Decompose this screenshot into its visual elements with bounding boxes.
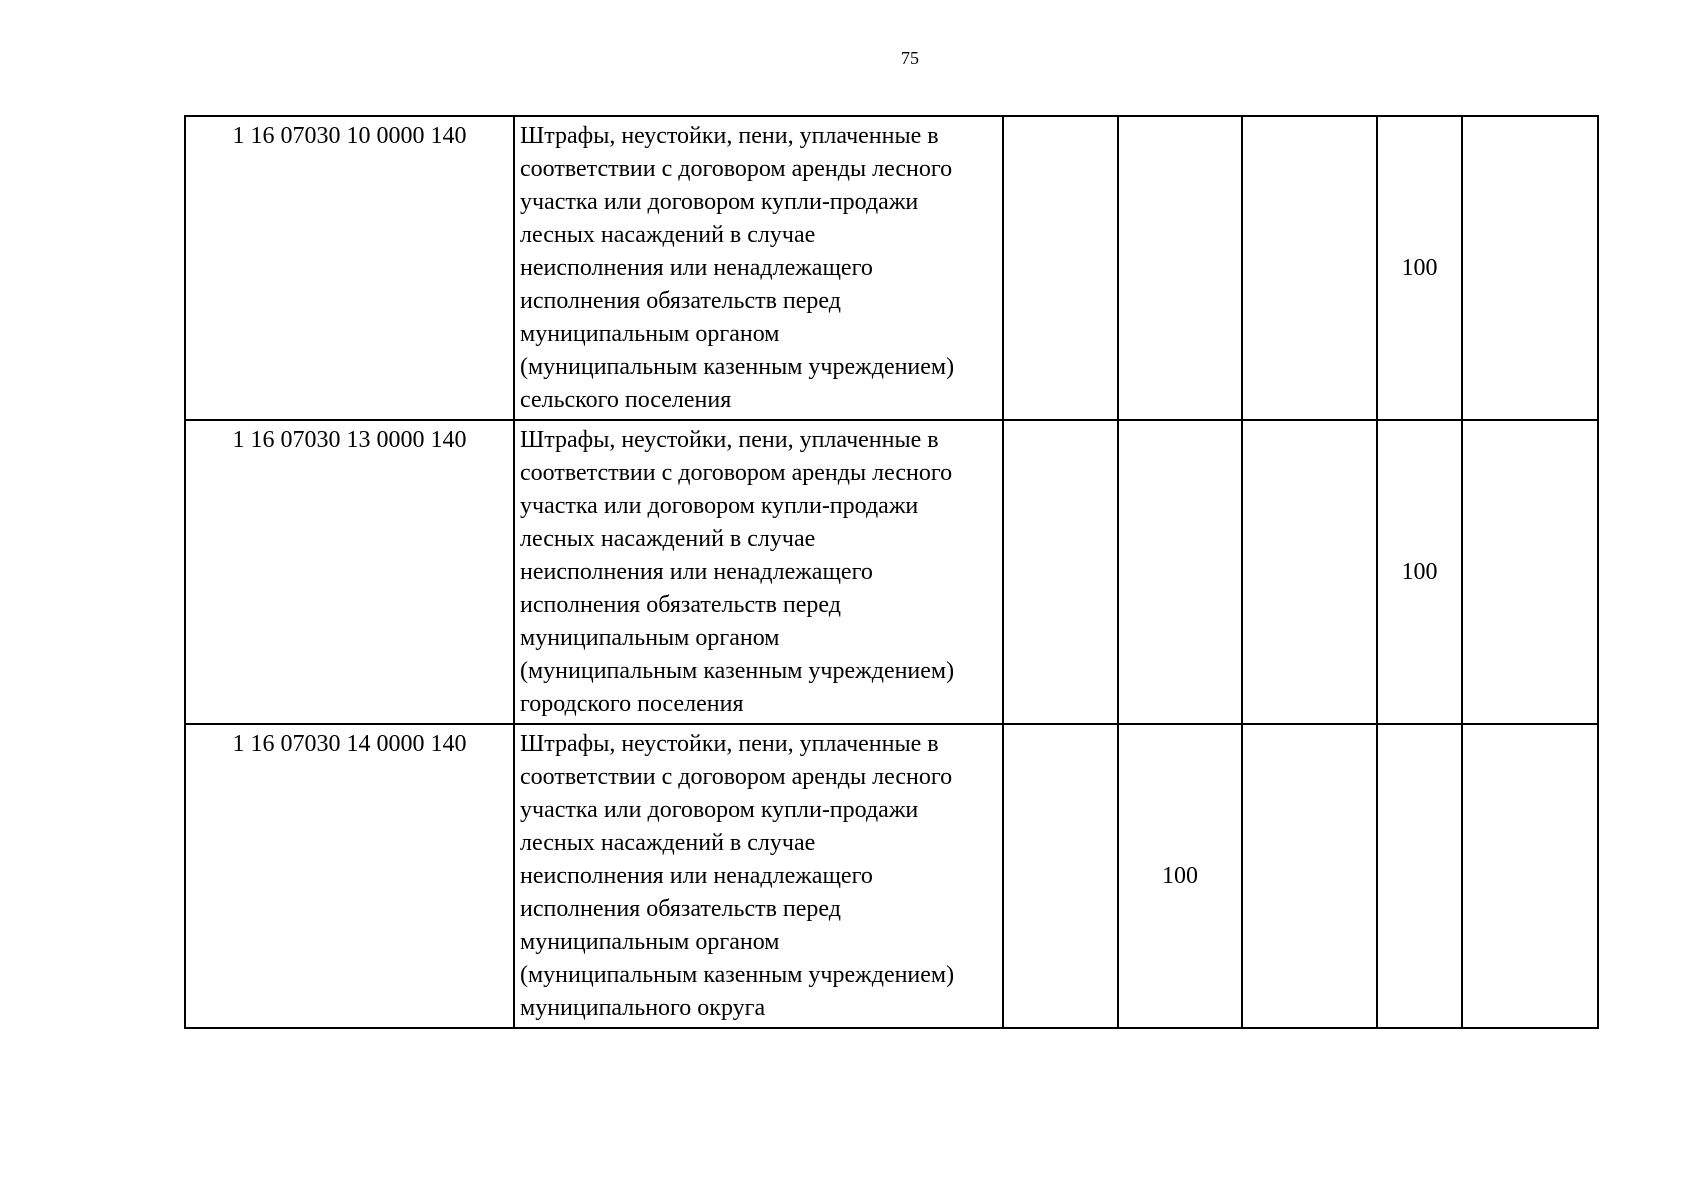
budget-code-cell: 1 16 07030 13 0000 140	[185, 420, 514, 724]
value-cell	[1242, 116, 1377, 420]
page-number: 75	[901, 48, 919, 68]
budget-code-cell: 1 16 07030 10 0000 140	[185, 116, 514, 420]
value-cell	[1003, 724, 1118, 1028]
value-cell	[1242, 724, 1377, 1028]
table-row	[185, 116, 1598, 420]
value-cell: 100	[1377, 116, 1462, 420]
value-cell: 100	[1377, 420, 1462, 724]
revenue-name-cell: Штрафы, неустойки, пени, уплаченные в соответствии с договором аренды лесного участка или договором купли-продажи лесных насаждений в случае неисполнения или ненадлежащего исполнения обязательств перед муниципальным органом (муниципальным казенным учреждением) муниципального округа	[514, 724, 1003, 1028]
value-cell: 100	[1118, 724, 1242, 1028]
value-cell	[1377, 724, 1462, 1028]
value-cell	[1118, 116, 1242, 420]
value-cell	[1462, 420, 1598, 724]
revenue-distribution-table	[184, 115, 1599, 1029]
value-cell	[1242, 420, 1377, 724]
table-row	[185, 420, 1598, 724]
budget-code-cell: 1 16 07030 14 0000 140	[185, 724, 514, 1028]
revenue-name-cell: Штрафы, неустойки, пени, уплаченные в соответствии с договором аренды лесного участка или договором купли-продажи лесных насаждений в случае неисполнения или ненадлежащего исполнения обязательств перед муниципальным органом (муниципальным казенным учреждением) городского поселения	[514, 420, 1003, 724]
value-cell	[1003, 420, 1118, 724]
value-cell	[1462, 116, 1598, 420]
revenue-name-cell: Штрафы, неустойки, пени, уплаченные в соответствии с договором аренды лесного участка или договором купли-продажи лесных насаждений в случае неисполнения или ненадлежащего исполнения обязательств перед муниципальным органом (муниципальным казенным учреждением) сельского поселения	[514, 116, 1003, 420]
value-cell	[1118, 420, 1242, 724]
value-cell	[1003, 116, 1118, 420]
value-cell	[1462, 724, 1598, 1028]
table-row	[185, 724, 1598, 1028]
